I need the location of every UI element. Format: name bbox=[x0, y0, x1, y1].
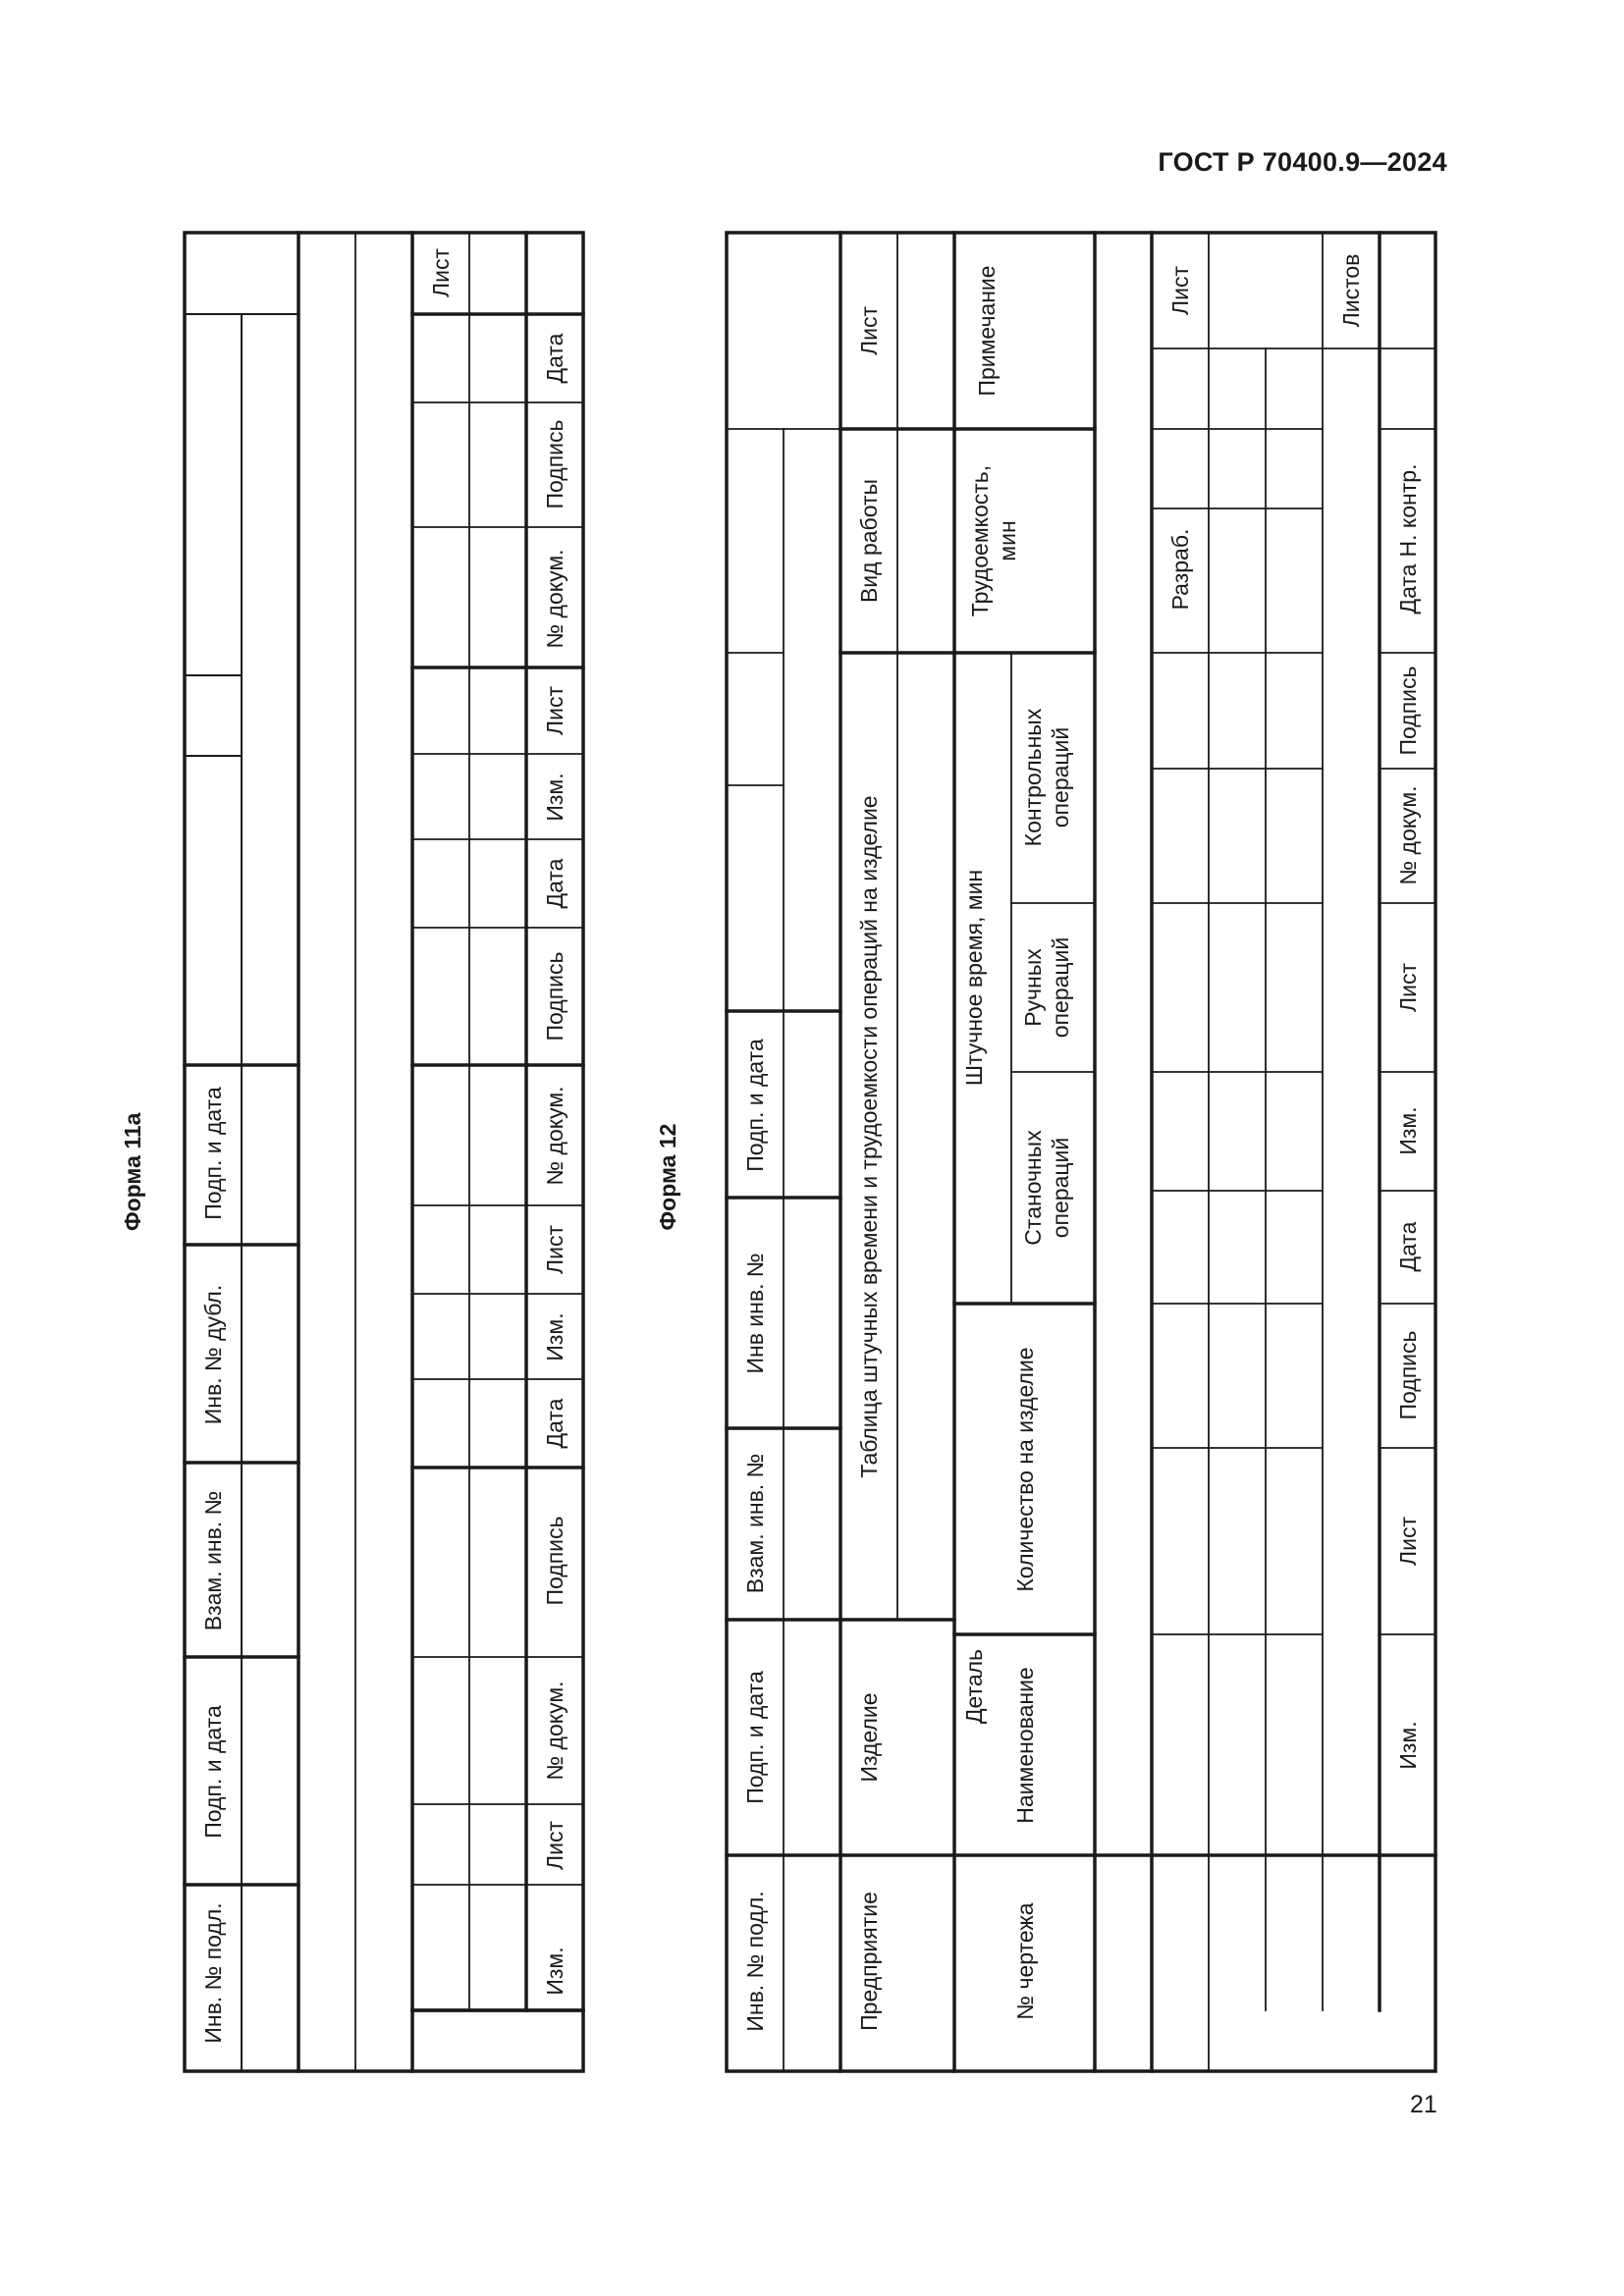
form11a-data-1: Дата bbox=[542, 1398, 568, 1449]
form12-vid-raboty: Вид работы bbox=[856, 478, 882, 604]
form12-inv-podl: Инв. № подл. bbox=[742, 1891, 768, 2032]
form11a-list: Лист bbox=[542, 1821, 568, 1870]
form11a-vzam-inv: Взам. инв. № bbox=[200, 1490, 226, 1631]
form11a-n-dokum-2: № докум. bbox=[542, 1086, 568, 1186]
form11a-list-2: Лист bbox=[542, 1225, 568, 1274]
form12-n-dokum: № докум. bbox=[1395, 785, 1421, 885]
form12-stanochnyh-1: Станочных bbox=[1020, 1130, 1046, 1246]
form11a-n-dokum-1: № докум. bbox=[542, 1681, 568, 1781]
form12-podpis-2: Подпись bbox=[1395, 666, 1421, 756]
form12-podpis: Подпись bbox=[1395, 1330, 1421, 1420]
form12-naimenovanie: Наименование bbox=[1012, 1667, 1038, 1824]
form12-trudoemkost-2: мин bbox=[995, 520, 1020, 561]
form12-listov-box: Листов bbox=[1338, 253, 1364, 328]
form-11a-frame bbox=[185, 233, 583, 2071]
form11a-data-3: Дата bbox=[542, 333, 568, 384]
form12-izm-2: Изм. bbox=[1395, 1106, 1421, 1155]
form12-n-kontr-label: Н. контр. bbox=[1395, 463, 1421, 558]
form12-table-title: Таблица штучных времени и трудоемкости операций на изделие bbox=[856, 795, 882, 1478]
form12-izm: Изм. bbox=[1395, 1721, 1421, 1770]
form12-podp-data-2: Подп. и дата bbox=[742, 1039, 768, 1172]
form12-podp-data-1: Подп. и дата bbox=[742, 1671, 768, 1804]
form12-vzam-inv: Взам. инв. № bbox=[742, 1453, 768, 1594]
form12-data-2: Дата bbox=[1395, 563, 1421, 614]
form11a-inv-dubl: Инв. № дубл. bbox=[200, 1284, 226, 1425]
form12-kontrolnyh-1: Контрольных bbox=[1020, 708, 1046, 847]
form12-list-box: Лист bbox=[1167, 266, 1193, 315]
form12-ruchnyh-2: операций bbox=[1048, 936, 1073, 1039]
form11a-podpis-2: Подпись bbox=[542, 951, 568, 1041]
form12-list: Лист bbox=[1395, 1517, 1421, 1566]
form11a-n-dokum-3: № докум. bbox=[542, 549, 568, 649]
form11a-izm-2: Изм. bbox=[542, 1312, 568, 1362]
form12-izdelie: Изделие bbox=[856, 1692, 882, 1783]
standard-header: ГОСТ Р 70400.9—2024 bbox=[1158, 147, 1447, 177]
form12-data: Дата bbox=[1395, 1221, 1421, 1272]
form11a-list-3: Лист bbox=[542, 686, 568, 735]
page-number: 21 bbox=[1410, 2091, 1437, 2118]
form11a-data-2: Дата bbox=[542, 858, 568, 909]
form12-detal: Деталь bbox=[961, 1648, 987, 1725]
form12-kolichestvo: Количество на изделие bbox=[1012, 1347, 1038, 1592]
form12-list-2: Лист bbox=[1395, 963, 1421, 1012]
form12-shtuchnoe-vremya: Штучное время, мин bbox=[961, 869, 987, 1087]
form12-ruchnyh-1: Ручных bbox=[1020, 948, 1046, 1027]
form-12-title: Форма 12 bbox=[655, 1123, 680, 1231]
form11a-podpis-3: Подпись bbox=[542, 419, 568, 509]
form11a-podpis-1: Подпись bbox=[542, 1516, 568, 1606]
form12-razrab: Разраб. bbox=[1167, 528, 1193, 611]
form12-trudoemkost-1: Трудоемкость, bbox=[967, 464, 993, 617]
form-12-frame bbox=[727, 233, 1435, 2071]
form12-predpriyatie: Предприятие bbox=[856, 1892, 882, 2031]
form12-primechanie: Примечание bbox=[974, 265, 1000, 397]
form11a-izm: Изм. bbox=[542, 1947, 568, 1996]
form11a-list-box: Лист bbox=[428, 248, 454, 297]
form11a-inv-podl: Инв. № подл. bbox=[200, 1902, 226, 2044]
form11a-izm-3: Изм. bbox=[542, 773, 568, 822]
form11a-podp-data-1: Подп. и дата bbox=[200, 1705, 226, 1839]
form12-n-chertezha: № чертежа bbox=[1012, 1902, 1038, 2020]
form12-stanochnyh-2: операций bbox=[1048, 1137, 1073, 1239]
form12-kontrolnyh-2: операций bbox=[1048, 726, 1073, 828]
form-11a-title: Форма 11а bbox=[120, 1112, 145, 1231]
form12-inv-inv: Инв инв. № bbox=[742, 1253, 768, 1374]
form11a-podp-data-2: Подп. и дата bbox=[200, 1087, 226, 1220]
form12-list-top: Лист bbox=[856, 306, 882, 355]
